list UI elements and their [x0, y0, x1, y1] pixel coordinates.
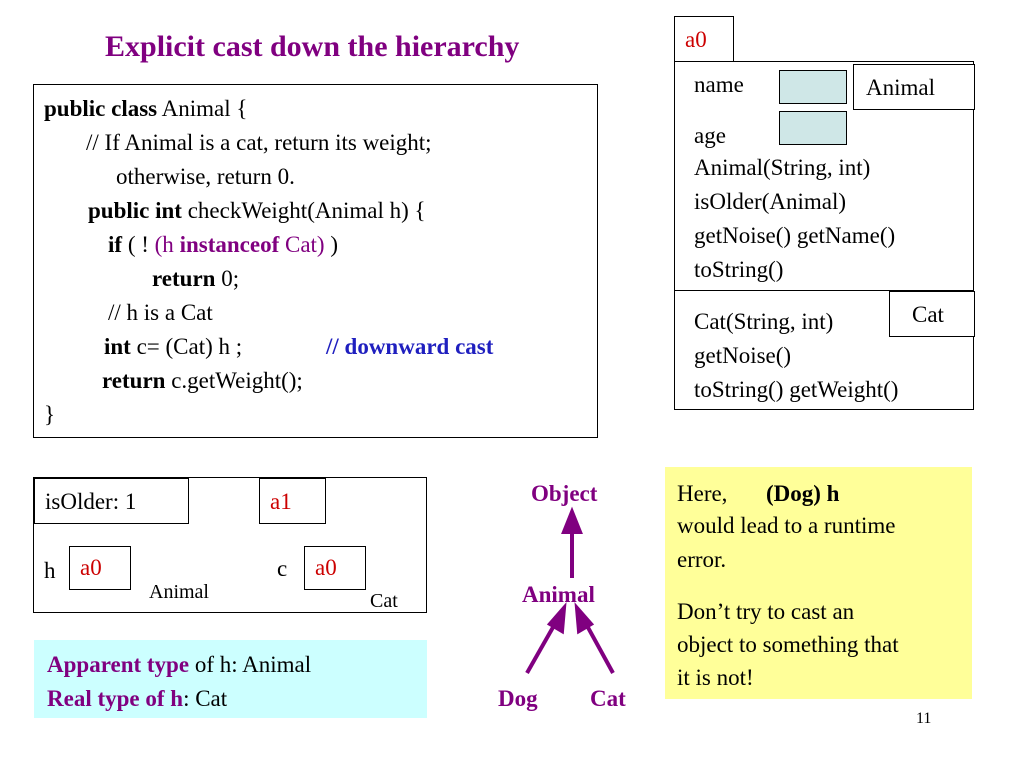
hierarchy-cat: Cat [590, 686, 626, 711]
apparent-type-value: of h: Animal [189, 652, 312, 677]
note-dog-cast: (Dog) h [766, 481, 840, 506]
real-type-value: : Cat [183, 686, 228, 711]
page-number: 11 [916, 710, 932, 727]
code-text: ( ! [122, 232, 155, 257]
code-line-10: } [44, 402, 56, 427]
code-text: Animal { [157, 96, 248, 121]
cat-class-label: Cat [912, 302, 944, 327]
code-text: 0; [215, 266, 240, 291]
animal-class-label: Animal [866, 75, 935, 100]
field-name-label: name [694, 72, 744, 97]
note-here: Here, [677, 481, 728, 506]
code-text: ) [324, 232, 339, 257]
code-comment-downward-cast: // downward cast [326, 334, 494, 359]
var-h-label: h [44, 558, 56, 583]
code-text: c= (Cat) h ; [130, 334, 243, 359]
code-line-3: otherwise, return 0. [116, 164, 295, 189]
slide-title: Explicit cast down the hierarchy [105, 30, 520, 63]
real-type-label: Real type of h [47, 686, 184, 711]
cat-method-2: getNoise() [694, 343, 792, 368]
note-line-2: would lead to a runtime [677, 513, 896, 538]
hierarchy-dog: Dog [498, 686, 538, 711]
note-warning-1: Don’t try to cast an [677, 599, 855, 624]
code-line-7: // h is a Cat [108, 300, 213, 325]
code-text: (h [154, 232, 180, 257]
keyword: public int [88, 198, 182, 223]
object-tab-label: a0 [685, 27, 707, 52]
hierarchy-animal: Animal [522, 582, 595, 607]
arrow-dog-animal [527, 622, 556, 673]
note-warning-3: it is not! [677, 665, 754, 690]
var-c-label: c [277, 556, 288, 581]
keyword: public class [44, 96, 158, 121]
frame-ref-label: a1 [270, 489, 292, 514]
animal-method-1: Animal(String, int) [694, 155, 871, 180]
note-warning-2: object to something that [677, 632, 899, 657]
var-c-value: a0 [315, 555, 337, 580]
note-box [665, 467, 972, 699]
field-age-label: age [694, 123, 726, 148]
cat-method-3: toString() getWeight() [694, 377, 899, 402]
keyword: if [108, 232, 123, 257]
arrowhead-object [564, 512, 580, 532]
note-line-3: error. [677, 547, 727, 572]
cat-method-1: Cat(String, int) [694, 309, 834, 334]
var-h-value: a0 [80, 555, 102, 580]
animal-method-3: getNoise() getName() [694, 223, 896, 248]
var-c-type: Cat [370, 590, 398, 612]
code-text: Cat) [279, 232, 325, 257]
keyword: return [152, 266, 216, 291]
keyword: instanceof [179, 232, 280, 257]
arrow-cat-animal [585, 622, 613, 673]
hierarchy-object: Object [531, 481, 598, 506]
animal-method-2: isOlder(Animal) [694, 189, 847, 214]
frame-method-label: isOlder: 1 [45, 489, 137, 514]
keyword: int [104, 334, 131, 359]
animal-method-4: toString() [694, 257, 784, 282]
apparent-type-label: Apparent type [47, 652, 190, 677]
var-h-type: Animal [149, 581, 209, 603]
code-line-2: // If Animal is a cat, return its weight; [86, 130, 432, 155]
code-text: checkWeight(Animal h) { [181, 198, 426, 223]
keyword: return [102, 368, 166, 393]
code-text: c.getWeight(); [165, 368, 303, 393]
